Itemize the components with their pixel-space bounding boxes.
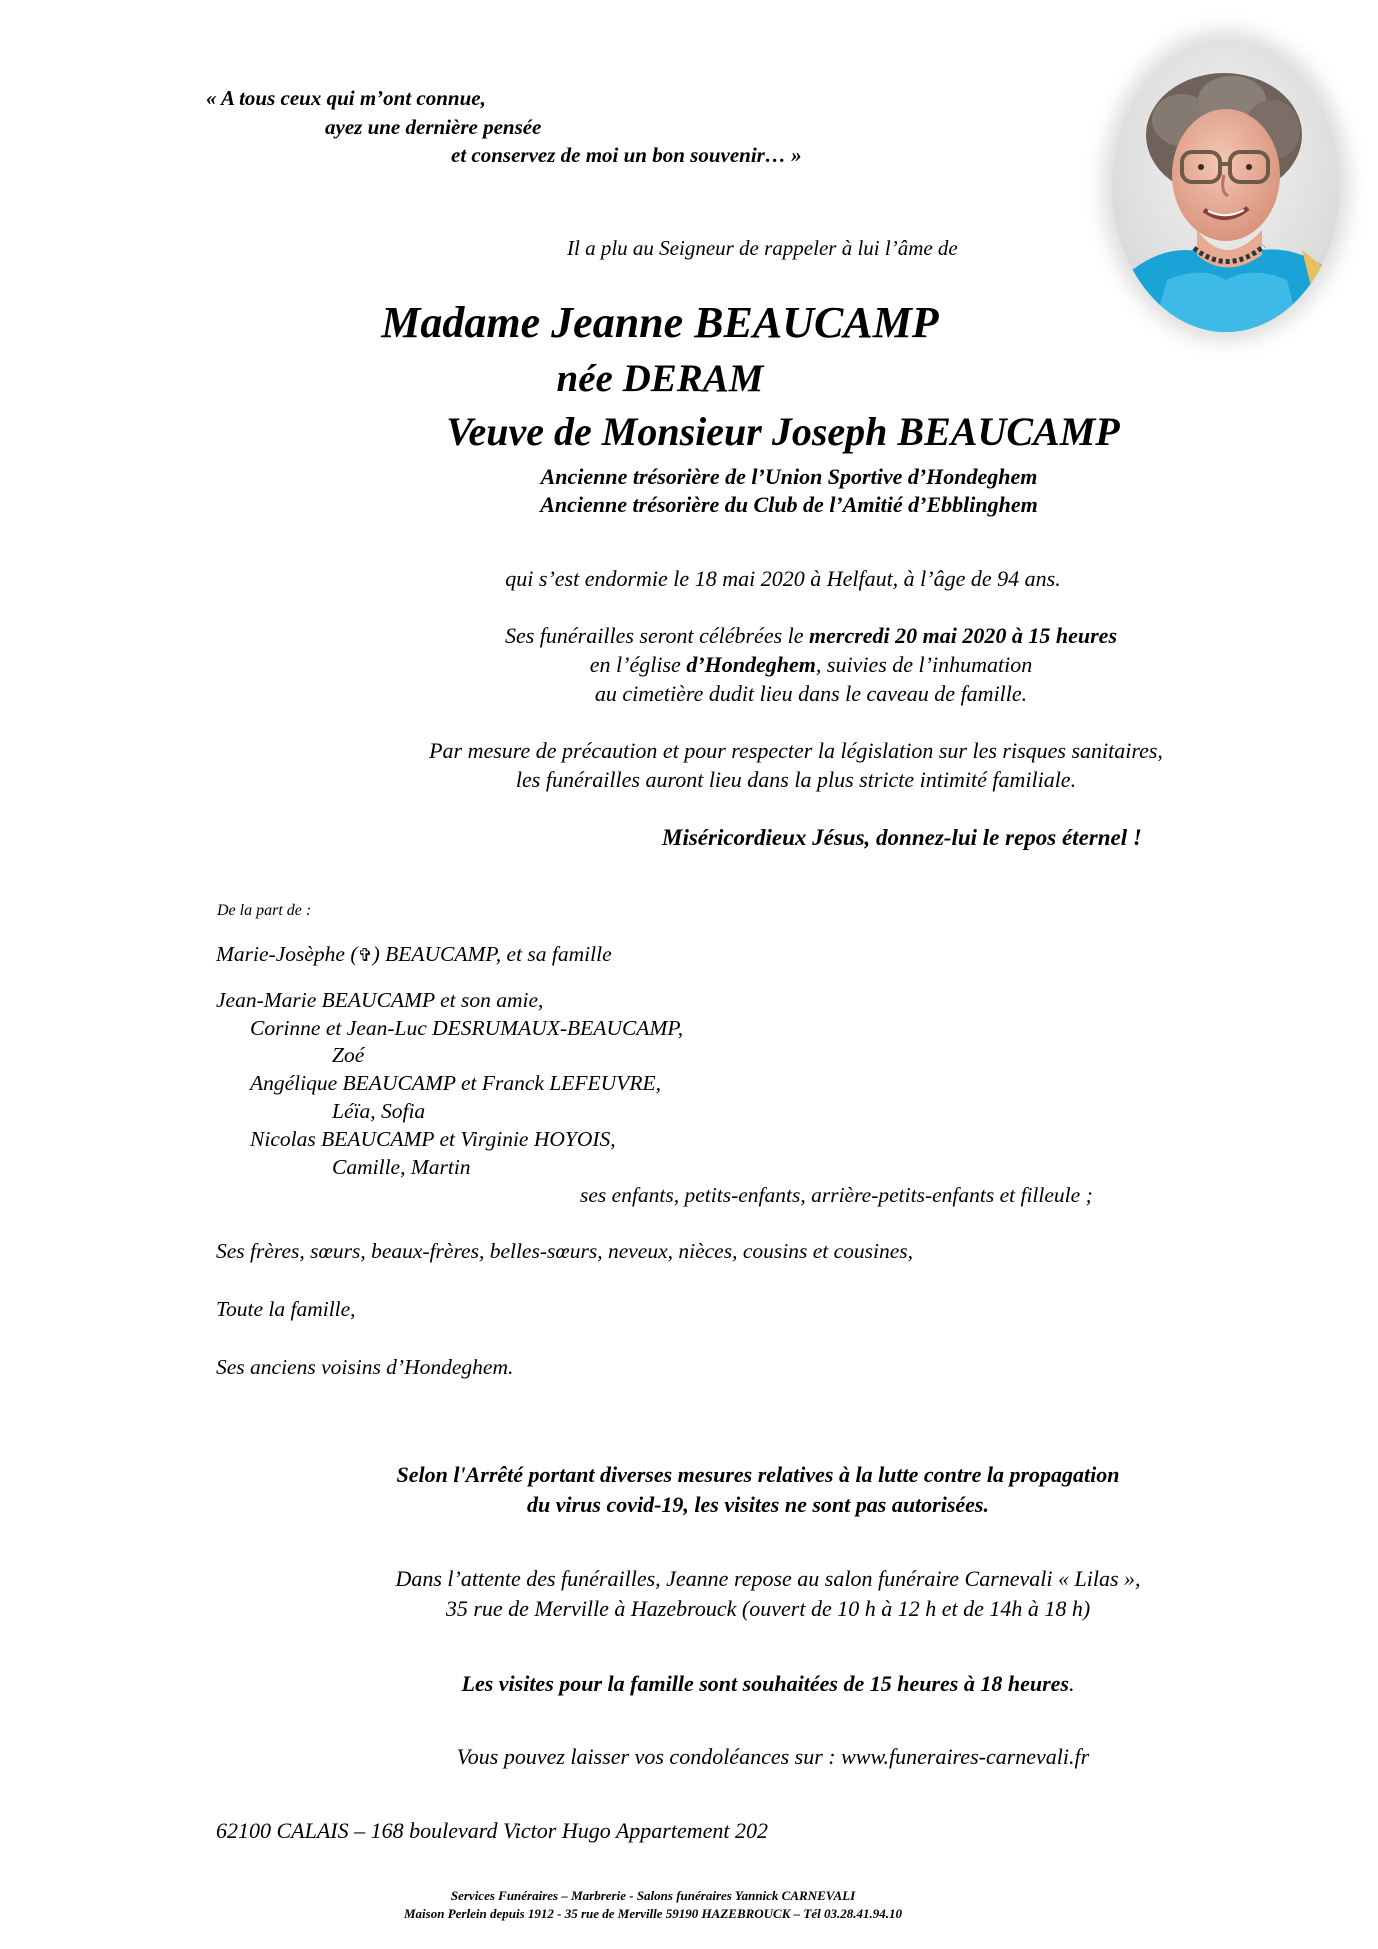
salon-line-2: 35 rue de Merville à Hazebrouck (ouvert de 10 h à 12 h et de 14h à 18 h) xyxy=(445,1596,1091,1621)
family-line-2: Jean-Marie BEAUCAMP et son amie, xyxy=(216,988,544,1012)
death-notice: qui s’est endormie le 18 mai 2020 à Helfaut, à l’âge de 94 ans. xyxy=(505,566,1061,591)
funeral-line-2 xyxy=(0,652,1378,678)
family-line-5: Angélique BEAUCAMP et Franck LEFEUVRE, xyxy=(250,1071,661,1095)
family-line-3: Corinne et Jean-Luc DESRUMAUX-BEAUCAMP, xyxy=(250,1016,684,1040)
quote-line-2: ayez une dernière pensée xyxy=(325,115,542,139)
funeral-date: mercredi 20 mai 2020 à 15 heures xyxy=(809,623,1118,648)
family-line-7: Nicolas BEAUCAMP et Virginie HOYOIS, xyxy=(250,1127,616,1151)
family-line-11: Toute la famille, xyxy=(216,1297,356,1321)
footer-line-1: Services Funéraires – Marbrerie - Salons funéraires Yannick CARNEVALI xyxy=(450,1888,856,1903)
family-line-1-rest: ) BEAUCAMP, et sa famille xyxy=(372,942,612,966)
intro-text: Il a plu au Seigneur de rappeler à lui l’âme de xyxy=(567,236,958,260)
family-line-1 xyxy=(216,942,612,967)
salon-line-1: Dans l’attente des funérailles, Jeanne repose au salon funéraire Carnevali « Lilas », xyxy=(395,1566,1141,1591)
portrait-illustration xyxy=(1112,40,1340,332)
visits-line xyxy=(0,1671,1378,1697)
funeral-line-2-text: en l’église xyxy=(589,652,687,677)
quote-line-1: « A tous ceux qui m’ont connue, xyxy=(206,86,486,110)
maiden-name: née DERAM xyxy=(556,357,764,400)
footer-line-2: Maison Perlein depuis 1912 - 35 rue de Merville 59190 HAZEBROUCK – Tél 03.28.41.94.10 xyxy=(404,1906,902,1921)
visits-text: Les visites pour la famille sont souhaitées de 15 heures à 18 heures xyxy=(461,1671,1069,1696)
family-line-8: Camille, Martin xyxy=(332,1155,471,1179)
family-line-9: ses enfants, petits-enfants, arrière-petits-enfants et filleule ; xyxy=(580,1183,1093,1207)
covid-line-1: Selon l'Arrêté portant diverses mesures relatives à la lutte contre la propagation xyxy=(396,1462,1120,1487)
family-line-12: Ses anciens voisins d’Hondeghem. xyxy=(216,1355,514,1379)
funeral-line-2-rest: , suivies de l’inhumation xyxy=(815,652,1033,677)
precaution-line-1: Par mesure de précaution et pour respecter la législation sur les risques sanitaires, xyxy=(429,738,1163,763)
family-line-4: Zoé xyxy=(332,1043,365,1067)
funeral-place: d’Hondeghem xyxy=(686,652,816,677)
visits-end: . xyxy=(1068,1671,1075,1696)
family-line-6: Léïa, Sofia xyxy=(332,1099,426,1123)
family-line-1-text: Marie-Josèphe ( xyxy=(216,942,358,966)
family-heading: De la part de : xyxy=(217,902,312,919)
address: 62100 CALAIS – 168 boulevard Victor Hugo Appartement 202 xyxy=(216,1818,768,1843)
widow-of: Veuve de Monsieur Joseph BEAUCAMP xyxy=(446,409,1120,454)
family-line-10: Ses frères, sœurs, beaux-frères, belles-sœurs, neveux, nièces, cousins et cousines, xyxy=(216,1239,914,1263)
prayer: Miséricordieux Jésus, donnez-lui le repos éternel ! xyxy=(662,825,1142,850)
condolences-line: Vous pouvez laisser vos condoléances sur : www.funeraires-carnevali.fr xyxy=(456,1744,1090,1769)
title-line-2: Ancienne trésorière du Club de l’Amitié d’Ebblinghem xyxy=(540,492,1038,517)
funeral-line-1-text: Ses funérailles seront célébrées le xyxy=(504,623,810,648)
funeral-line-1 xyxy=(0,623,1378,649)
covid-line-2: du virus covid-19, les visites ne sont pas autorisées. xyxy=(526,1492,989,1517)
portrait-photo xyxy=(1112,40,1340,332)
cross-icon: ✞ xyxy=(357,945,373,966)
precaution-line-2: les funérailles auront lieu dans la plus stricte intimité familiale. xyxy=(515,767,1077,792)
title-line-1: Ancienne trésorière de l’Union Sportive d’Hondeghem xyxy=(540,464,1038,489)
quote-line-3: et conservez de moi un bon souvenir… » xyxy=(451,143,802,167)
deceased-name: Madame Jeanne BEAUCAMP xyxy=(381,298,939,347)
funeral-line-3: au cimetière dudit lieu dans le caveau de famille. xyxy=(594,681,1028,706)
